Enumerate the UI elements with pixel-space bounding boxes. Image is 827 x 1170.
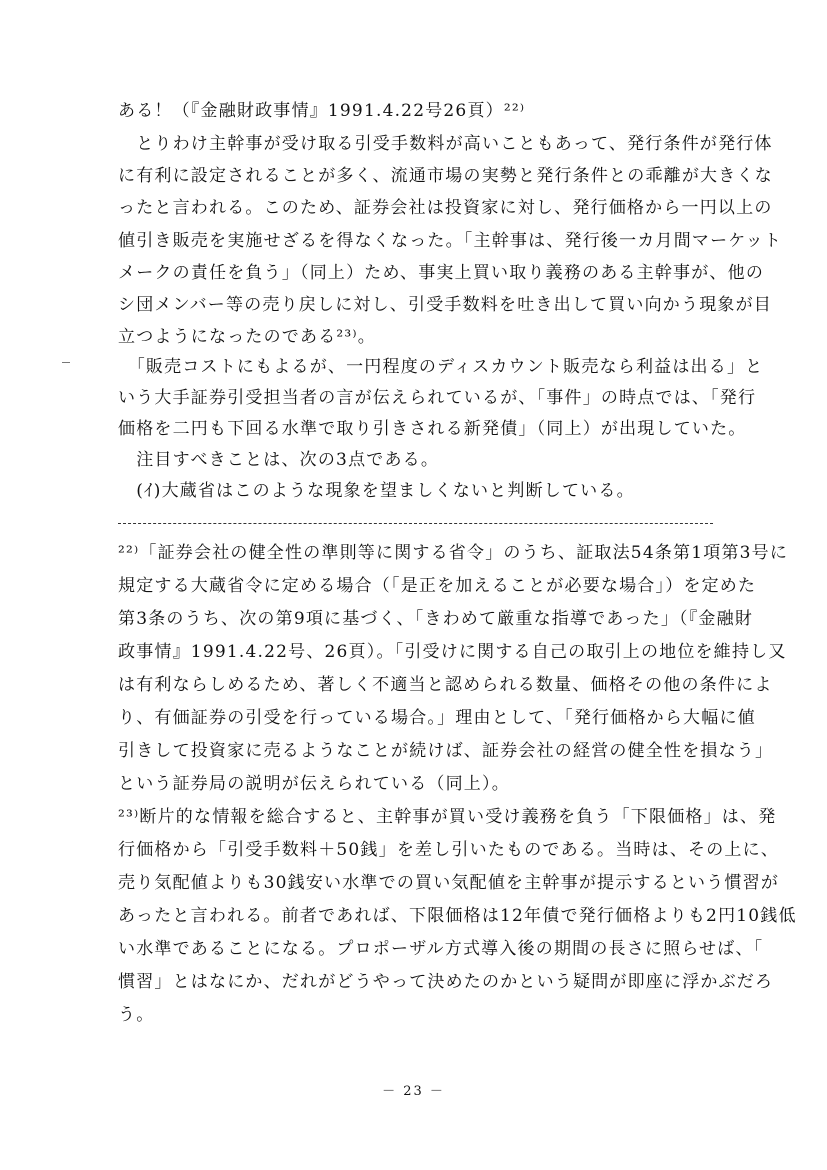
- footnote-line: 政事情』1991.4.22号、26頁）。「引受けに関する自己の取引上の地位を維持し又: [118, 642, 787, 662]
- footnote-divider: [118, 523, 713, 524]
- footnote-line: 売り気配値よりも30銭安い水準での買い気配値を主幹事が提示するという慣習が: [118, 873, 780, 893]
- body-line: 立つようになったのである²³⁾。: [118, 327, 377, 347]
- footnote-line: 行価格から「引受手数料＋50銭」を差し引いたものである。当時は、その上に、: [118, 840, 780, 860]
- body-line: 値引き販売を実施せざるを得なくなった。「主幹事は、発行後一カ月間マーケット: [118, 231, 783, 251]
- footnote-line: う。: [118, 1005, 155, 1025]
- body-line: とりわけ主幹事が受け取る引受手数料が高いこともあって、発行条件が発行体: [118, 134, 773, 154]
- margin-mark: [62, 362, 70, 363]
- page-number: － 23 －: [382, 1084, 445, 1099]
- footnote-line: 引きして投資家に売るようなことが続けば、証券会社の経営の健全性を損なう」: [118, 741, 774, 761]
- body-line: に有利に設定されることが多く、流通市場の実勢と発行条件との乖離が大きくな: [118, 166, 773, 186]
- footnote-line: い水準であることになる。プロポーザル方式導入後の期間の長さに照らせば、「: [118, 939, 764, 959]
- body-line: (ｲ)大蔵省はこのような現象を望ましくないと判断している。: [118, 481, 635, 501]
- footnote-line: 規定する大蔵省令に定める場合（「是正を加えることが必要な場合」）を定めた: [118, 576, 757, 596]
- footnote-line: り、有価証券の引受を行っている場合。」理由として、「発行価格から大幅に値: [118, 708, 756, 728]
- footnote-line: は有利ならしめるため、著しく不適当と認められる数量、価格その他の条件によ: [118, 675, 773, 695]
- body-line: いう大手証券引受担当者の言が伝えられているが、「事件」の時点では、「発行: [118, 388, 757, 408]
- body-line: 注目すべきことは、次の3点である。: [118, 450, 440, 470]
- body-line: ったと言われる。このため、証券会社は投資家に対し、発行価格から一円以上の: [118, 198, 773, 218]
- body-line: メークの責任を負う」（同上）ため、事実上買い取り義務のある主幹事が、他の: [118, 263, 765, 283]
- footnote-line: 第3条のうち、次の第9項に基づく、「きわめて厳重な指導であった」（『金融財: [118, 609, 754, 629]
- body-line: ある！（『金融財政事情』1991.4.22号26頁）²²⁾: [118, 101, 526, 121]
- body-line: シ団メンバー等の売り戻しに対し、引受手数料を吐き出して買い向かう現象が目: [118, 295, 773, 315]
- footnote-line: という証券局の説明が伝えられている（同上）。: [118, 774, 510, 794]
- footnote-line: あったと言われる。前者であれば、下限価格は12年債で発行価格よりも2円10銭低: [118, 906, 797, 926]
- body-line: 「販売コストにもよるが、一円程度のディスカウント販売なら利益は出る」と: [118, 357, 764, 377]
- footnote-line: 慣習」とはなにか、だれがどうやって決めたのかという疑問が即座に浮かぶだろ: [118, 972, 774, 992]
- footnote-line: ²³⁾断片的な情報を総合すると、主幹事が買い受け義務を負う「下限価格」は、発: [118, 807, 777, 827]
- body-line: 価格を二円も下回る水準で取り引きされる新発債」（同上）が出現していた。: [118, 419, 747, 439]
- footnote-line: ²²⁾「証券会社の健全性の準則等に関する省令」のうち、証取法54条第1項第3号に: [118, 543, 789, 563]
